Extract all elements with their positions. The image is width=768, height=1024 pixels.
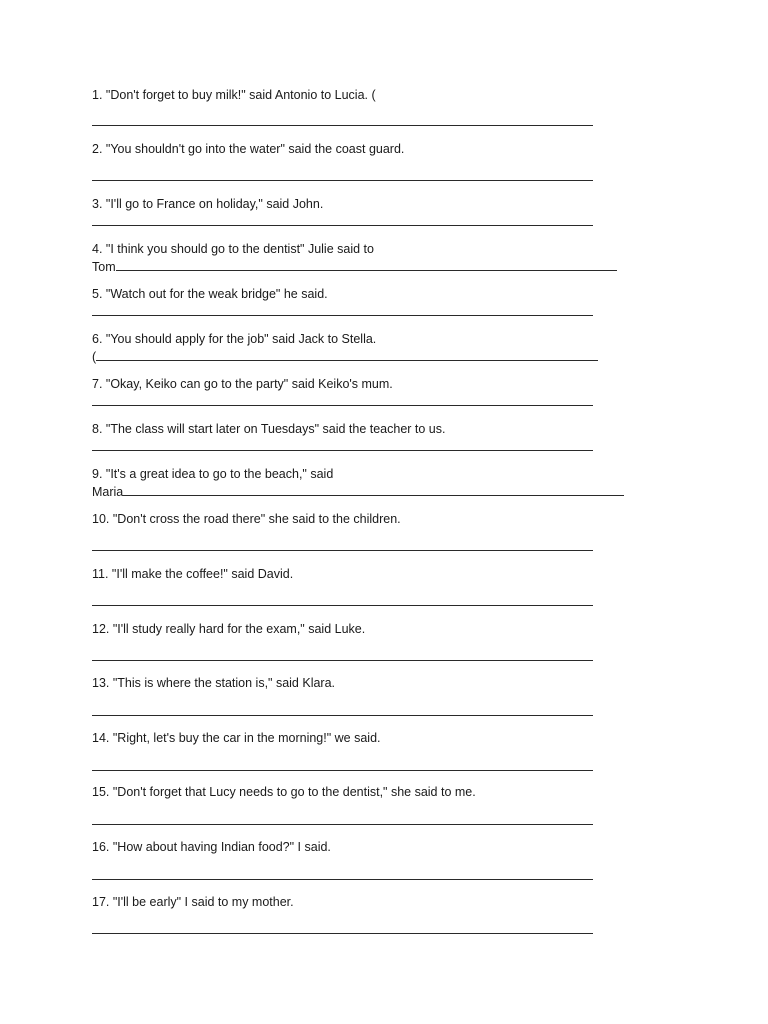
answer-fill-6[interactable] — [96, 349, 598, 361]
answer-line-12[interactable] — [92, 660, 593, 661]
answer-line-16[interactable] — [92, 879, 593, 880]
question-8: 8. "The class will start later on Tuesdays" said the teacher to us. — [92, 422, 446, 436]
question-15: 15. "Don't forget that Lucy needs to go to the dentist," she said to me. — [92, 785, 476, 799]
answer-line-13[interactable] — [92, 715, 593, 716]
question-2: 2. "You shouldn't go into the water" said the coast guard. — [92, 142, 405, 156]
question-1: 1. "Don't forget to buy milk!" said Antonio to Lucia. ( — [92, 88, 376, 102]
question-9: 9. "It's a great idea to go to the beach," said — [92, 467, 334, 481]
question-11: 11. "I'll make the coffee!" said David. — [92, 567, 294, 581]
answer-line-10[interactable] — [92, 550, 593, 551]
question-6-continuation: ( — [92, 350, 97, 364]
question-14: 14. "Right, let's buy the car in the morning!" we said. — [92, 731, 381, 745]
answer-line-2[interactable] — [92, 180, 593, 181]
question-13: 13. "This is where the station is," said Klara. — [92, 676, 336, 690]
answer-line-6[interactable] — [92, 349, 598, 365]
answer-line-7[interactable] — [92, 405, 593, 406]
answer-line-5[interactable] — [92, 315, 593, 316]
answer-line-17[interactable] — [92, 933, 593, 934]
answer-line-4[interactable] — [92, 259, 617, 275]
question-12: 12. "I'll study really hard for the exam," said Luke. — [92, 622, 366, 636]
answer-line-9[interactable] — [92, 484, 624, 500]
question-9-continuation: Maria — [92, 485, 124, 499]
answer-line-3[interactable] — [92, 225, 593, 226]
question-6: 6. "You should apply for the job" said Jack to Stella. — [92, 332, 377, 346]
answer-line-14[interactable] — [92, 770, 593, 771]
question-4: 4. "I think you should go to the dentist" Julie said to — [92, 242, 374, 256]
question-16: 16. "How about having Indian food?" I said. — [92, 840, 331, 854]
answer-line-11[interactable] — [92, 605, 593, 606]
answer-fill-4[interactable] — [116, 259, 617, 271]
question-17: 17. "I'll be early" I said to my mother. — [92, 895, 294, 909]
question-7: 7. "Okay, Keiko can go to the party" said Keiko's mum. — [92, 377, 393, 391]
question-5: 5. "Watch out for the weak bridge" he said. — [92, 287, 328, 301]
answer-line-15[interactable] — [92, 824, 593, 825]
question-4-continuation: Tom — [92, 260, 116, 274]
question-10: 10. "Don't cross the road there" she said to the children. — [92, 512, 401, 526]
answer-line-8[interactable] — [92, 450, 593, 451]
question-3: 3. "I'll go to France on holiday," said John. — [92, 197, 324, 211]
answer-line-1[interactable] — [92, 125, 593, 126]
answer-fill-9[interactable] — [123, 484, 624, 496]
